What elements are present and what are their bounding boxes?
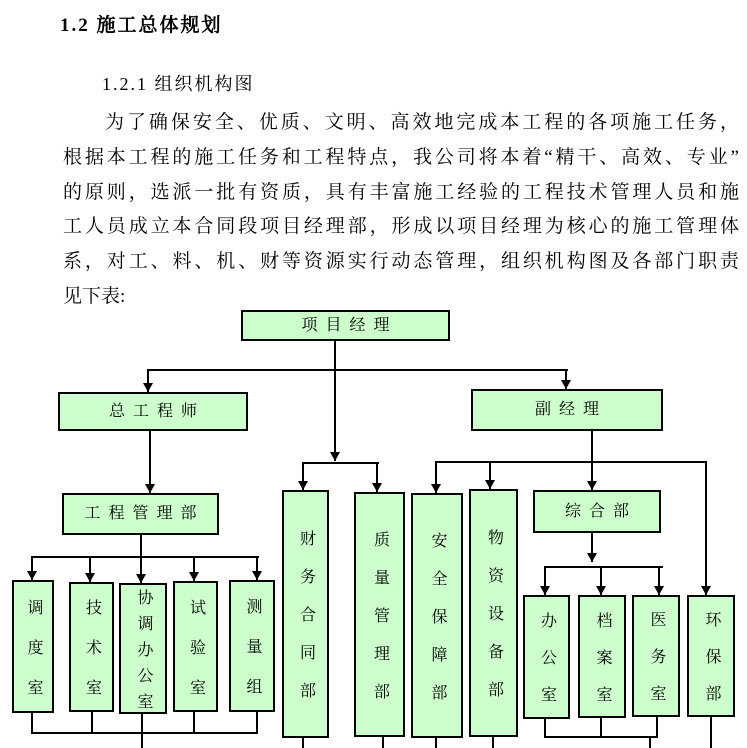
paragraph-line-1: 为了确保安全、优质、文明、高效地完成本工程的各项施工任务， xyxy=(105,112,739,133)
org-node-general-affairs-dept xyxy=(533,490,661,533)
org-node-engineering-management-dept xyxy=(62,493,219,535)
paragraph-line-2: 根据本工程的施工任务和工程特点，我公司将本着“精干、高效、专业” xyxy=(63,146,739,168)
org-node-office xyxy=(523,595,570,723)
arrow-down-icon xyxy=(189,572,199,581)
arrow-down-icon xyxy=(330,452,340,461)
org-node-label: 技术室 xyxy=(83,599,101,719)
connector-line xyxy=(31,556,259,558)
arrow-down-icon xyxy=(587,481,597,490)
connector-line xyxy=(302,462,379,464)
arrow-down-icon xyxy=(252,571,262,580)
connector-line xyxy=(435,738,437,748)
org-node-dispatch-room xyxy=(12,580,54,719)
connector-line xyxy=(334,340,336,461)
paragraph-line-5: 系，对工、料、机、财等资源实行动态管理，组织机构图及各部门职责 xyxy=(63,251,739,273)
arrow-down-icon xyxy=(654,586,664,595)
org-node-label: 办公室 xyxy=(538,612,556,723)
org-node-quality-management-dept xyxy=(354,492,405,737)
org-node-label: 总工程师 xyxy=(108,402,205,420)
org-node-finance-contract-dept xyxy=(282,490,329,738)
org-node-label: 环保部 xyxy=(703,611,720,722)
arrow-down-icon xyxy=(27,571,37,580)
org-node-label: 调度室 xyxy=(25,598,42,719)
org-node-material-equipment-dept xyxy=(469,489,518,737)
org-node-label: 质量管理部 xyxy=(371,530,389,721)
org-node-label: 工程管理部 xyxy=(84,505,205,522)
org-node-label: 安全保障部 xyxy=(429,531,446,722)
org-node-archives-room xyxy=(578,595,626,723)
org-node-medical-room xyxy=(632,595,680,722)
org-node-label: 财务合同部 xyxy=(297,530,315,720)
org-node-label: 医务室 xyxy=(648,611,665,722)
connector-line xyxy=(382,737,384,748)
org-node-label: 协调办公室 xyxy=(135,588,152,719)
arrow-down-icon xyxy=(540,586,550,595)
connector-line xyxy=(492,737,494,748)
org-node-coordination-office xyxy=(119,583,167,719)
org-node-label: 副经理 xyxy=(534,401,607,418)
arrow-down-icon xyxy=(701,586,711,595)
connector-line xyxy=(544,566,663,568)
subsection-heading: 1.2.1 组织机构图 xyxy=(102,74,255,94)
arrow-down-icon xyxy=(143,383,153,392)
section-heading: 1.2 施工总体规划 xyxy=(60,15,223,36)
org-node-deputy-manager xyxy=(471,389,663,431)
connector-line xyxy=(705,462,707,595)
connector-line xyxy=(141,734,143,748)
arrow-down-icon xyxy=(561,380,571,389)
org-node-label: 物资设备部 xyxy=(485,529,503,719)
org-node-chief-engineer xyxy=(58,392,248,431)
connector-line xyxy=(302,738,304,748)
arrow-down-icon xyxy=(298,481,308,490)
arrow-down-icon xyxy=(145,484,155,493)
org-node-label: 项目经理 xyxy=(301,316,398,334)
arrow-down-icon xyxy=(485,480,495,489)
connector-line xyxy=(31,732,258,734)
arrow-down-icon xyxy=(85,573,95,582)
paragraph-line-3: 的原则，选派一批有资质，具有丰富施工经验的工程技术管理人员和施 xyxy=(63,181,739,203)
paragraph-line-6: 见下表: xyxy=(63,285,126,307)
arrow-down-icon xyxy=(596,586,606,595)
org-node-testing-room xyxy=(173,581,218,719)
org-node-project-manager xyxy=(241,310,450,341)
arrow-down-icon xyxy=(587,553,597,562)
arrow-down-icon xyxy=(136,574,146,583)
org-node-label: 测量组 xyxy=(244,598,261,718)
connector-line xyxy=(435,461,707,463)
org-node-label: 试验室 xyxy=(187,598,205,719)
org-node-safety-assurance-dept xyxy=(411,493,463,738)
paragraph-line-4: 工人员成立本合同段项目经理部，形成以项目经理为核心的施工管理体 xyxy=(63,216,739,238)
connector-line xyxy=(649,738,651,748)
org-node-technical-room xyxy=(69,582,114,719)
arrow-down-icon xyxy=(431,484,441,493)
arrow-down-icon xyxy=(372,483,382,492)
org-node-label: 档案室 xyxy=(594,611,611,723)
connector-line xyxy=(140,535,142,557)
org-node-label: 综合部 xyxy=(564,502,637,520)
org-node-environmental-protection-dept xyxy=(687,595,735,722)
connector-line xyxy=(544,736,658,738)
org-node-survey-team xyxy=(229,580,275,718)
connector-line xyxy=(147,369,568,371)
